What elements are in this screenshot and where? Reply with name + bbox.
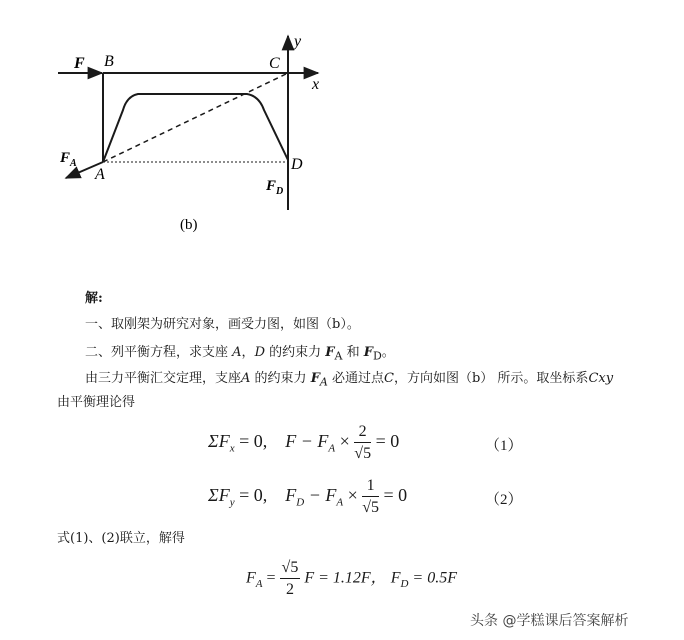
watermark-text: 头条 @学糕课后答案解析 (470, 613, 629, 629)
frame-curve (103, 94, 288, 162)
equation-2: $\Sigma F_y = 0$, $F_D - F_A$ × $\frac{1}{√5}$ = 0 (208, 477, 408, 516)
step-1: 一、取刚架为研究对象，画受力图，如图（b）。 (85, 317, 360, 332)
paragraph-3-line-1: 由三力平衡汇交定理，支座A 的约束力 $F_A$ 必通过点C，方向如图（b） 所示。取坐标系Cxy (85, 371, 614, 389)
label-C: C (269, 55, 280, 72)
equation-1-number: （1） (485, 438, 523, 454)
result-equation: $F_A$ = $\frac{√5}{2}$ F = 1.12F， $F_D = 0.5F$ (246, 559, 457, 598)
label-A: A (95, 166, 105, 183)
figure-caption: (b) (180, 217, 198, 233)
label-y: y (294, 33, 302, 50)
free-body-diagram (0, 0, 684, 240)
line-A-C (103, 73, 288, 162)
label-B: B (104, 53, 114, 70)
label-x: x (312, 76, 320, 93)
solve-line: 式(1)、(2)联立，解得 (57, 531, 185, 546)
label-F: F (74, 55, 85, 72)
label-FA: $F_A$ (60, 150, 77, 169)
paragraph-3-line-2: 由平衡理论得 (57, 395, 136, 410)
step-2: 二、列平衡方程，求支座 A，D 的约束力 $F_A$ 和 $F_D$。 (85, 345, 395, 363)
equation-2-number: （2） (485, 492, 523, 508)
solution-heading: 解: (85, 291, 103, 306)
label-FD: $F_D$ (266, 178, 284, 197)
equation-1: $\Sigma F_x = 0$, $F - F_A$ × $\frac{2}{√5}$ = 0 (208, 423, 400, 462)
label-D: D (291, 156, 303, 173)
